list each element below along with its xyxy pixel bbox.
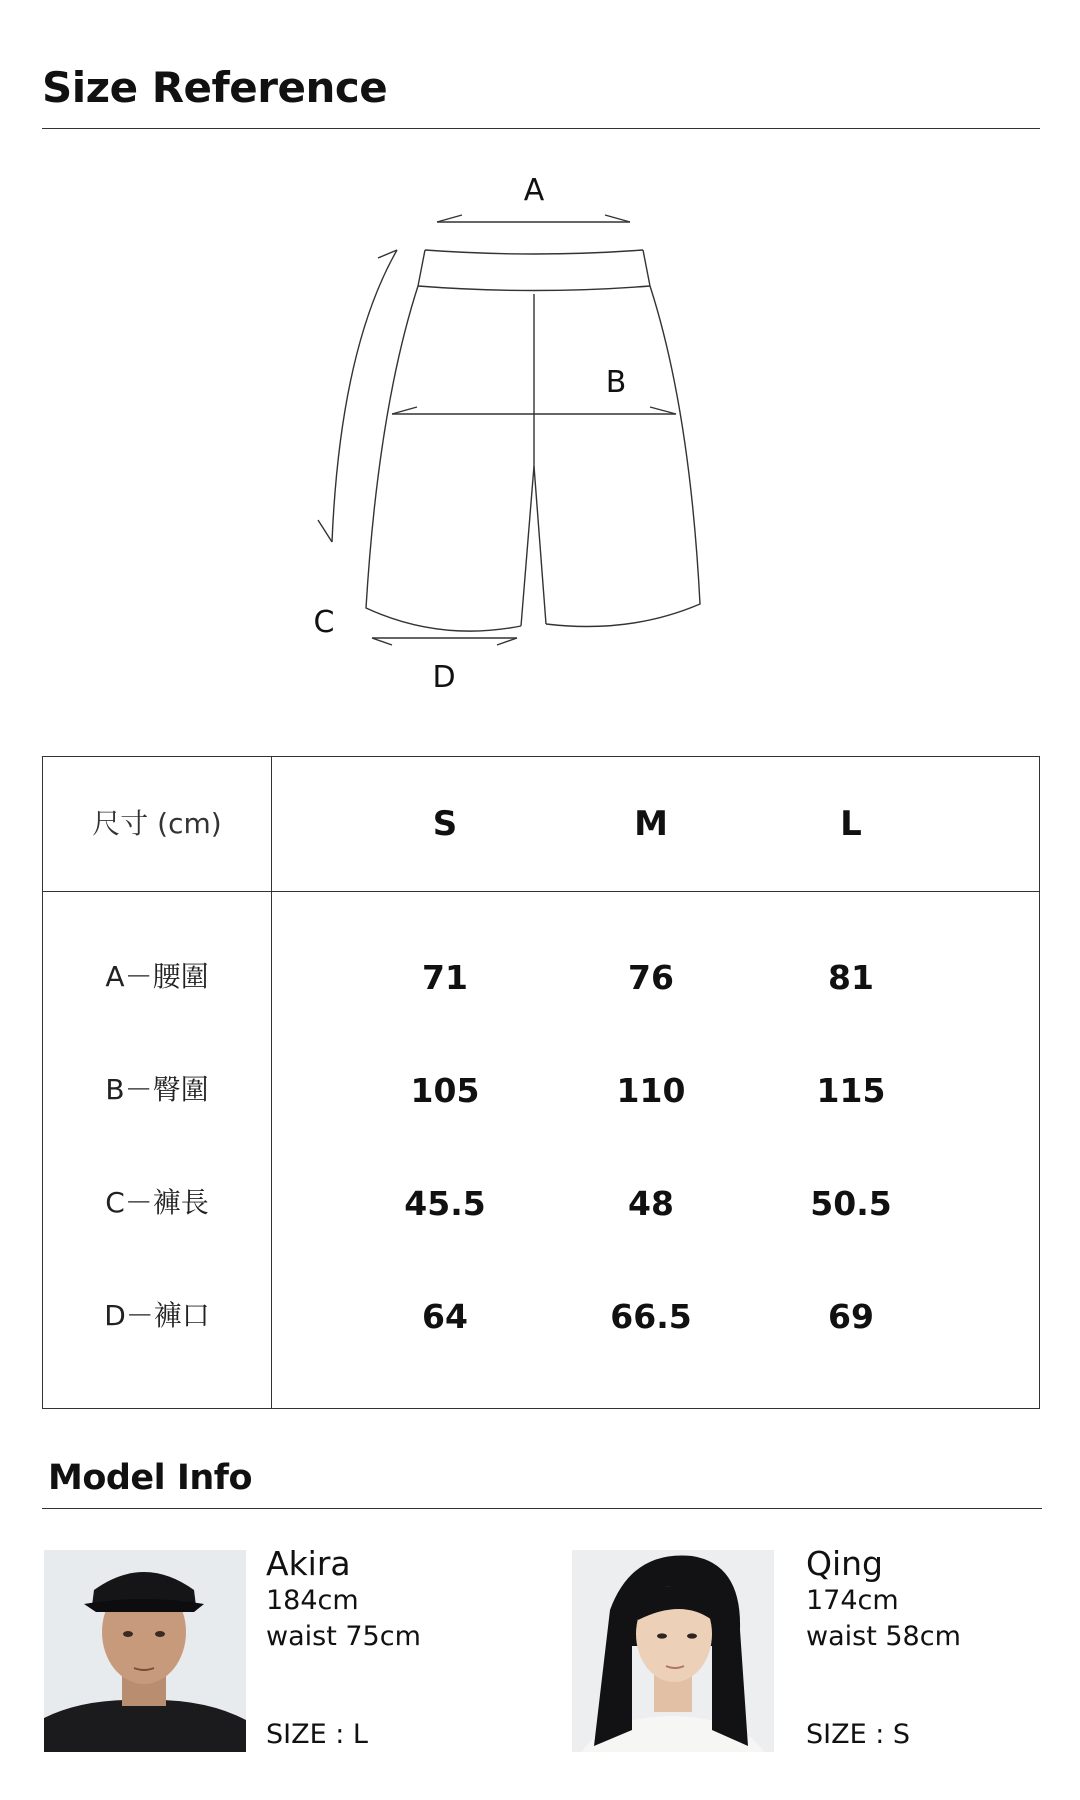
label-a: A	[523, 173, 545, 208]
model-size-qing: SIZE : S	[806, 1719, 911, 1750]
inner-leg-right	[534, 466, 546, 624]
size-table	[42, 756, 1040, 1409]
model-info-title: Model Info	[48, 1458, 253, 1498]
left-leg-outline	[366, 286, 521, 631]
measurement-labels-cell	[43, 892, 272, 1409]
model-photo-qing	[572, 1550, 774, 1752]
size-header-m: M	[634, 804, 668, 844]
value-length-l: 50.5	[810, 1184, 892, 1223]
measurement-values-cell	[272, 892, 1040, 1409]
model-card-qing	[572, 1544, 1052, 1752]
model-waist-qing: waist 58cm	[806, 1621, 961, 1652]
value-length-m: 48	[628, 1184, 674, 1223]
model-name-qing: Qing	[806, 1544, 884, 1583]
value-leg-opening-l: 69	[828, 1297, 874, 1336]
waistband-left-edge	[418, 250, 425, 286]
model-waist-akira: waist 75cm	[266, 1621, 421, 1652]
value-waist-s: 71	[422, 958, 468, 997]
unit-label: 尺寸 (cm)	[92, 807, 222, 840]
model-card-akira	[44, 1544, 524, 1752]
label-c: C	[313, 605, 335, 640]
measure-c-line	[332, 250, 397, 542]
value-waist-l: 81	[828, 958, 874, 997]
label-b: B	[605, 365, 627, 400]
size-headers-cell	[272, 757, 1040, 892]
size-reference-title: Size Reference	[42, 63, 388, 112]
waistband-right-edge	[643, 250, 650, 286]
size-header-l: L	[840, 804, 862, 844]
title-divider	[42, 128, 1040, 129]
value-leg-opening-s: 64	[422, 1297, 468, 1336]
model-height-akira: 184cm	[266, 1585, 359, 1616]
model-size-akira: SIZE : L	[266, 1719, 368, 1750]
model-info-divider	[42, 1508, 1042, 1509]
shorts-measurement-diagram	[0, 150, 1080, 710]
value-hip-l: 115	[816, 1071, 886, 1110]
model-height-qing: 174cm	[806, 1585, 899, 1616]
value-leg-opening-m: 66.5	[610, 1297, 692, 1336]
value-waist-m: 76	[628, 958, 674, 997]
size-header-s: S	[432, 804, 458, 844]
right-leg-outline	[546, 286, 700, 627]
value-length-s: 45.5	[404, 1184, 486, 1223]
model-photo-akira	[44, 1550, 246, 1752]
size-table-header-row	[43, 757, 1040, 892]
value-hip-m: 110	[616, 1071, 686, 1110]
row-label-waist: A－腰圍	[105, 960, 209, 993]
size-header-cell	[43, 757, 272, 892]
row-label-length: C－褲長	[105, 1186, 209, 1219]
center-seam	[521, 294, 534, 626]
waistband-top	[425, 250, 643, 254]
value-hip-s: 105	[410, 1071, 480, 1110]
row-label-hip: B－臀圍	[105, 1073, 209, 1106]
size-table-body-row	[43, 892, 1040, 1409]
model-name-akira: Akira	[266, 1544, 351, 1583]
waistband-bottom	[418, 286, 650, 291]
row-label-leg-opening: D－褲口	[104, 1299, 210, 1332]
label-d: D	[432, 660, 456, 695]
